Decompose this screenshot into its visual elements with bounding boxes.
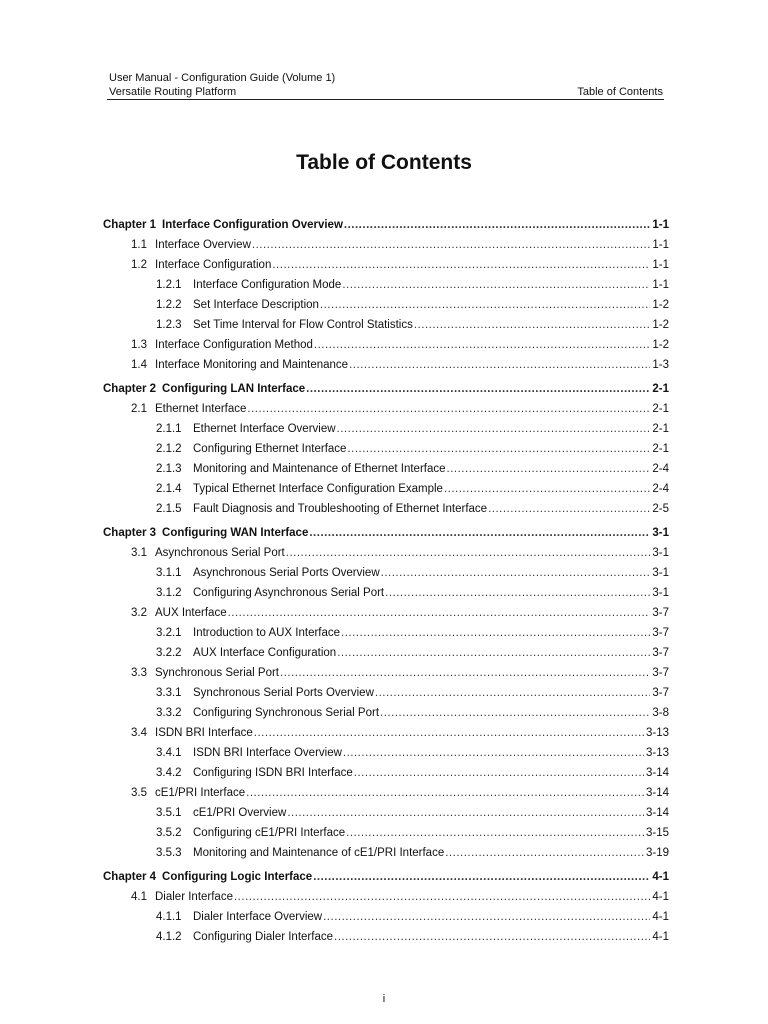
dot-leader [337,643,650,663]
toc-entry-page: 3-13 [645,727,669,739]
manual-title: User Manual - Configuration Guide (Volume 1) [109,72,336,84]
toc-section-entry[interactable] [103,887,669,907]
toc-entry-number: 3.4 [131,727,147,739]
toc-sub-entry[interactable] [103,439,669,459]
page-header [109,71,663,99]
dot-leader [342,275,650,295]
dot-leader [445,843,644,863]
toc-entry-title: cE1/PRI Interface [155,787,246,799]
toc-entry-number: 1.2.1 [156,279,182,291]
toc-entry-number: 3.3.2 [156,707,182,719]
toc-entry-title: Interface Overview [155,239,251,251]
dot-leader [341,623,650,643]
toc-entry-title: Interface Configuration Mode [193,279,342,291]
toc-entry-title: Interface Monitoring and Maintenance [155,359,349,371]
toc-entry-page: 3-7 [652,647,669,659]
toc-entry-title: Synchronous Serial Port [155,667,280,679]
toc-entry-number: 4.1.1 [156,911,182,923]
toc-entry-number: Chapter 2 [103,383,157,395]
toc-entry-number: 1.1 [131,239,147,251]
toc-entry-page: 1-1 [652,259,669,271]
toc-entry-title: Dialer Interface [155,891,233,903]
toc-entry-number: 2.1.2 [156,443,182,455]
toc-entry-page: 2-4 [652,483,669,495]
toc-sub-entry[interactable] [103,419,669,439]
toc-entry-title: Ethernet Interface Overview [193,423,336,435]
toc-entry-number: 4.1.2 [156,931,182,943]
dot-leader [346,823,644,843]
toc-entry-number: 1.4 [131,359,147,371]
header-line-1 [109,71,663,85]
toc-entry-title: Interface Configuration [155,259,272,271]
table-of-contents [103,215,669,947]
dot-leader [234,887,650,907]
toc-entry-title: AUX Interface Configuration [193,647,337,659]
toc-entry-page: 3-1 [652,547,669,559]
dot-leader [320,295,650,315]
toc-sub-entry[interactable] [103,643,669,663]
toc-sub-entry[interactable] [103,763,669,783]
dot-leader [375,683,650,703]
toc-entry-number: Chapter 3 [103,527,157,539]
toc-sub-entry[interactable] [103,295,669,315]
toc-sub-entry[interactable] [103,315,669,335]
toc-entry-title: ISDN BRI Interface Overview [193,747,342,759]
dot-leader [280,663,650,683]
toc-entry-number: 2.1 [131,403,147,415]
toc-entry-page: 3-7 [652,627,669,639]
toc-entry-title: Configuring Synchronous Serial Port [193,707,380,719]
toc-entry-title: Configuring Ethernet Interface [193,443,347,455]
dot-leader [349,355,650,375]
toc-entry-title: AUX Interface [155,607,227,619]
toc-entry-page: 3-8 [652,707,669,719]
section-name: Table of Contents [577,86,663,98]
toc-entry-page: 3-13 [645,747,669,759]
dot-leader [306,379,650,399]
toc-entry-title: Set Interface Description [193,299,319,311]
toc-entry-page: 3-14 [645,807,669,819]
toc-section-entry[interactable] [103,335,669,355]
dot-leader [313,867,650,887]
toc-sub-entry[interactable] [103,479,669,499]
toc-sub-entry[interactable] [103,683,669,703]
toc-section-entry[interactable] [103,723,669,743]
toc-entry-page: 2-4 [652,463,669,475]
toc-entry-page: 4-1 [652,871,669,883]
toc-entry-number: 3.5 [131,787,147,799]
toc-entry-number: 3.5.2 [156,827,182,839]
toc-sub-entry[interactable] [103,563,669,583]
dot-leader [337,419,651,439]
dot-leader [287,803,644,823]
dot-leader [334,927,650,947]
toc-entry-number: 4.1 [131,891,147,903]
toc-entry-title: Dialer Interface Overview [193,911,323,923]
dot-leader [354,763,644,783]
toc-entry-page: 1-1 [652,239,669,251]
dot-leader [252,235,651,255]
toc-sub-entry[interactable] [103,843,669,863]
toc-sub-entry[interactable] [103,743,669,763]
toc-entry-title: Interface Configuration Overview [162,219,343,231]
toc-entry-page: 2-1 [652,383,669,395]
toc-entry-page: 1-3 [652,359,669,371]
toc-entry-number: 1.2.2 [156,299,182,311]
toc-entry-title: cE1/PRI Overview [193,807,287,819]
dot-leader [344,215,650,235]
dot-leader [347,439,650,459]
toc-entry-page: 3-15 [645,827,669,839]
toc-entry-title: Synchronous Serial Ports Overview [193,687,374,699]
toc-entry-page: 1-2 [652,339,669,351]
toc-chapter-entry[interactable] [103,523,669,543]
toc-entry-title: Configuring Asynchronous Serial Port [193,587,385,599]
toc-entry-number: 3.2.2 [156,647,182,659]
toc-entry-number: 3.5.3 [156,847,182,859]
toc-entry-page: 2-1 [652,443,669,455]
toc-section-entry[interactable] [103,235,669,255]
page-title: Table of Contents [296,151,472,174]
toc-sub-entry[interactable] [103,823,669,843]
toc-entry-title: Ethernet Interface [155,403,247,415]
toc-entry-page: 3-14 [645,787,669,799]
toc-entry-title: Introduction to AUX Interface [193,627,341,639]
toc-entry-title: Configuring WAN Interface [162,527,309,539]
dot-leader [309,523,650,543]
dot-leader [444,479,650,499]
toc-entry-title: Asynchronous Serial Port [155,547,285,559]
toc-entry-number: 1.2.3 [156,319,182,331]
toc-entry-title: Monitoring and Maintenance of Ethernet Interface [193,463,446,475]
toc-entry-title: Asynchronous Serial Ports Overview [193,567,380,579]
toc-entry-page: 2-5 [652,503,669,515]
toc-sub-entry[interactable] [103,907,669,927]
toc-entry-number: Chapter 1 [103,219,157,231]
toc-entry-title: Fault Diagnosis and Troubleshooting of Ethernet Interface [193,503,488,515]
toc-entry-page: 4-1 [652,891,669,903]
dot-leader [381,563,651,583]
toc-entry-number: 3.5.1 [156,807,182,819]
toc-entry-title: Monitoring and Maintenance of cE1/PRI Interface [193,847,445,859]
toc-entry-title: Configuring Logic Interface [162,871,313,883]
toc-entry-number: 3.2 [131,607,147,619]
toc-entry-page: 4-1 [652,911,669,923]
toc-entry-number: 2.1.1 [156,423,182,435]
toc-entry-title: Configuring cE1/PRI Interface [193,827,346,839]
toc-sub-entry[interactable] [103,927,669,947]
toc-entry-number: Chapter 4 [103,871,157,883]
dot-leader [286,543,651,563]
toc-entry-number: 2.1.4 [156,483,182,495]
toc-entry-page: 3-1 [652,567,669,579]
dot-leader [414,315,651,335]
toc-entry-number: 3.2.1 [156,627,182,639]
toc-entry-page: 2-1 [652,403,669,415]
toc-entry-title: Typical Ethernet Interface Configuration Example [193,483,443,495]
toc-entry-number: 1.3 [131,339,147,351]
toc-entry-title: Configuring Dialer Interface [193,931,333,943]
toc-entry-number: 3.3 [131,667,147,679]
dot-leader [272,255,650,275]
toc-sub-entry[interactable] [103,703,669,723]
toc-entry-number: 2.1.5 [156,503,182,515]
toc-entry-page: 3-1 [652,587,669,599]
toc-sub-entry[interactable] [103,499,669,519]
toc-entry-number: 3.1 [131,547,147,559]
dot-leader [314,335,650,355]
dot-leader [380,703,650,723]
dot-leader [323,907,650,927]
toc-entry-title: Configuring ISDN BRI Interface [193,767,353,779]
toc-entry-page: 3-7 [652,607,669,619]
toc-entry-title: Configuring LAN Interface [162,383,306,395]
toc-chapter-entry[interactable] [103,215,669,235]
toc-section-entry[interactable] [103,543,669,563]
toc-entry-page: 3-7 [652,667,669,679]
header-divider [107,99,664,100]
toc-entry-title: Interface Configuration Method [155,339,313,351]
toc-entry-page: 3-19 [645,847,669,859]
header-line-2 [109,85,663,99]
toc-section-entry[interactable] [103,603,669,623]
toc-entry-number: 3.3.1 [156,687,182,699]
toc-entry-page: 1-2 [652,319,669,331]
toc-entry-page: 2-1 [652,423,669,435]
toc-entry-number: 3.1.1 [156,567,182,579]
dot-leader [254,723,644,743]
toc-sub-entry[interactable] [103,623,669,643]
toc-sub-entry[interactable] [103,803,669,823]
toc-section-entry[interactable] [103,663,669,683]
toc-entry-number: 3.4.2 [156,767,182,779]
dot-leader [447,459,651,479]
dot-leader [228,603,651,623]
toc-entry-page: 4-1 [652,931,669,943]
toc-entry-number: 1.2 [131,259,147,271]
toc-chapter-entry[interactable] [103,379,669,399]
toc-entry-number: 3.1.2 [156,587,182,599]
toc-chapter-entry[interactable] [103,867,669,887]
dot-leader [246,783,644,803]
product-name: Versatile Routing Platform [109,86,237,98]
dot-leader [247,399,650,419]
toc-entry-title: ISDN BRI Interface [155,727,253,739]
dot-leader [385,583,650,603]
toc-sub-entry[interactable] [103,583,669,603]
page-number: i [382,993,386,1005]
toc-section-entry[interactable] [103,355,669,375]
toc-sub-entry[interactable] [103,459,669,479]
toc-entry-page: 1-2 [652,299,669,311]
dot-leader [488,499,650,519]
toc-entry-page: 1-1 [652,279,669,291]
toc-sub-entry[interactable] [103,275,669,295]
toc-entry-title: Set Time Interval for Flow Control Statistics [193,319,413,331]
toc-entry-page: 3-1 [652,527,669,539]
toc-entry-page: 3-7 [652,687,669,699]
toc-section-entry[interactable] [103,399,669,419]
toc-section-entry[interactable] [103,783,669,803]
toc-entry-page: 1-1 [652,219,669,231]
toc-section-entry[interactable] [103,255,669,275]
toc-entry-page: 3-14 [645,767,669,779]
toc-entry-number: 2.1.3 [156,463,182,475]
toc-entry-number: 3.4.1 [156,747,182,759]
dot-leader [343,743,644,763]
